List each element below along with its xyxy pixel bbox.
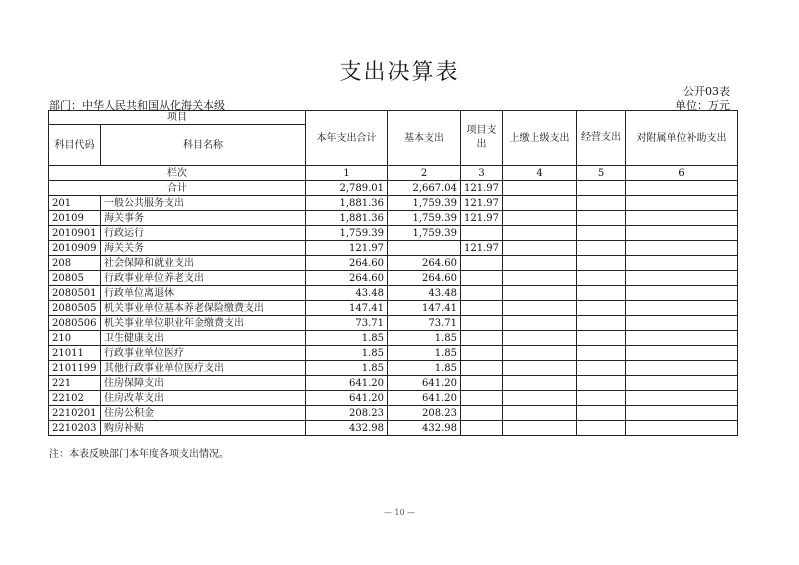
index-col: 1: [306, 166, 388, 181]
row-business: [577, 361, 626, 376]
row-basic: 1,759.39: [388, 226, 461, 241]
header-code: 科目代码: [49, 125, 101, 166]
department-label: 部门：中华人民共和国从化海关本级: [49, 99, 225, 112]
row-project: 121.97: [461, 211, 503, 226]
table-row: [49, 256, 738, 271]
row-basic: 641.20: [388, 376, 461, 391]
row-subsidy: [626, 301, 738, 316]
index-col: 3: [461, 166, 503, 181]
row-total: 1,881.36: [306, 196, 388, 211]
row-subsidy: [626, 421, 738, 436]
row-business: [577, 391, 626, 406]
row-basic: 264.60: [388, 256, 461, 271]
index-col: 2: [388, 166, 461, 181]
header-subsidy: 对附属单位补助支出: [626, 111, 738, 166]
table-note: 注：本表反映部门本年度各项支出情况。: [49, 449, 229, 460]
row-project: [461, 346, 503, 361]
header-name: 科目名称: [101, 125, 306, 166]
row-project: [461, 361, 503, 376]
row-upper: [503, 226, 577, 241]
row-subsidy: [626, 346, 738, 361]
row-total: 208.23: [306, 406, 388, 421]
row-business: [577, 256, 626, 271]
row-name: 购房补贴: [101, 421, 306, 436]
row-code: 208: [49, 256, 101, 271]
row-subsidy: [626, 271, 738, 286]
expenditure-table: [48, 110, 738, 436]
row-total: 121.97: [306, 241, 388, 256]
row-code: 2010909: [49, 241, 101, 256]
row-upper: [503, 376, 577, 391]
row-subsidy: [626, 211, 738, 226]
row-basic: 1,759.39: [388, 211, 461, 226]
total-label: 合计: [49, 181, 306, 196]
row-code: 2080501: [49, 286, 101, 301]
row-total: 1.85: [306, 361, 388, 376]
row-name: 其他行政事业单位医疗支出: [101, 361, 306, 376]
row-business: [577, 211, 626, 226]
row-business: [577, 406, 626, 421]
table-row: [49, 331, 738, 346]
row-name: 机关事业单位基本养老保险缴费支出: [101, 301, 306, 316]
row-subsidy: [626, 361, 738, 376]
row-project: 121.97: [461, 196, 503, 211]
row-project: [461, 376, 503, 391]
header-basic: 基本支出: [388, 111, 461, 166]
row-subsidy: [626, 391, 738, 406]
row-upper: [503, 211, 577, 226]
row-project: [461, 406, 503, 421]
header-total: 本年支出合计: [306, 111, 388, 166]
row-project: [461, 391, 503, 406]
row-basic: [388, 241, 461, 256]
table-row: [49, 301, 738, 316]
row-subsidy: [626, 316, 738, 331]
row-project: [461, 301, 503, 316]
row-total: 1,881.36: [306, 211, 388, 226]
row-upper: [503, 241, 577, 256]
row-project: [461, 286, 503, 301]
page-number: — 10 —: [383, 508, 416, 517]
table-row: [49, 241, 738, 256]
row-code: 21011: [49, 346, 101, 361]
row-code: 2080506: [49, 316, 101, 331]
row-subsidy: [626, 256, 738, 271]
row-name: 机关事业单位职业年金缴费支出: [101, 316, 306, 331]
row-total: 147.41: [306, 301, 388, 316]
total-business: [577, 181, 626, 196]
row-subsidy: [626, 286, 738, 301]
row-total: 641.20: [306, 391, 388, 406]
row-upper: [503, 316, 577, 331]
row-business: [577, 196, 626, 211]
row-name: 住房公积金: [101, 406, 306, 421]
unit-label: 单位：万元: [675, 99, 730, 112]
row-basic: 43.48: [388, 286, 461, 301]
table-row: [49, 391, 738, 406]
row-basic: 432.98: [388, 421, 461, 436]
table-row: [49, 406, 738, 421]
row-basic: 1.85: [388, 346, 461, 361]
row-basic: 264.60: [388, 271, 461, 286]
row-upper: [503, 421, 577, 436]
header-project-expenditure: 项目支出: [461, 111, 503, 166]
row-project: [461, 316, 503, 331]
page-title: 支出决算表: [339, 60, 460, 85]
row-upper: [503, 271, 577, 286]
row-upper: [503, 406, 577, 421]
table-row: [49, 211, 738, 226]
row-project: [461, 421, 503, 436]
row-total: 641.20: [306, 376, 388, 391]
row-total: 1.85: [306, 346, 388, 361]
row-business: [577, 301, 626, 316]
row-total: 264.60: [306, 256, 388, 271]
row-upper: [503, 301, 577, 316]
row-basic: 147.41: [388, 301, 461, 316]
table-row: [49, 226, 738, 241]
total-upper: [503, 181, 577, 196]
header-business: 经营支出: [577, 111, 626, 166]
row-subsidy: [626, 406, 738, 421]
row-name: 行政运行: [101, 226, 306, 241]
row-name: 一般公共服务支出: [101, 196, 306, 211]
header-upper: 上缴上级支出: [503, 111, 577, 166]
row-upper: [503, 196, 577, 211]
index-col: 5: [577, 166, 626, 181]
row-business: [577, 271, 626, 286]
row-basic: 208.23: [388, 406, 461, 421]
row-project: 121.97: [461, 241, 503, 256]
row-business: [577, 241, 626, 256]
row-upper: [503, 256, 577, 271]
index-label: 栏次: [49, 166, 306, 181]
row-name: 行政单位离退休: [101, 286, 306, 301]
row-subsidy: [626, 331, 738, 346]
row-project: [461, 256, 503, 271]
row-upper: [503, 331, 577, 346]
row-code: 20109: [49, 211, 101, 226]
row-business: [577, 316, 626, 331]
row-subsidy: [626, 376, 738, 391]
row-code: 2010901: [49, 226, 101, 241]
table-row: [49, 421, 738, 436]
row-total: 1,759.39: [306, 226, 388, 241]
row-code: 2101199: [49, 361, 101, 376]
table-row: [49, 346, 738, 361]
row-project: [461, 226, 503, 241]
row-basic: 1,759.39: [388, 196, 461, 211]
row-code: 20805: [49, 271, 101, 286]
row-total: 264.60: [306, 271, 388, 286]
row-total: 43.48: [306, 286, 388, 301]
header-project: 项目: [49, 111, 306, 125]
total-row: [49, 181, 738, 196]
row-business: [577, 331, 626, 346]
row-basic: 73.71: [388, 316, 461, 331]
total-subsidy: [626, 181, 738, 196]
row-upper: [503, 391, 577, 406]
row-subsidy: [626, 226, 738, 241]
row-code: 201: [49, 196, 101, 211]
index-col: 4: [503, 166, 577, 181]
row-subsidy: [626, 241, 738, 256]
row-upper: [503, 346, 577, 361]
table-row: [49, 286, 738, 301]
row-name: 行政事业单位医疗: [101, 346, 306, 361]
row-project: [461, 331, 503, 346]
row-code: 221: [49, 376, 101, 391]
row-business: [577, 226, 626, 241]
form-code: 公开03表: [683, 85, 730, 98]
table-row: [49, 316, 738, 331]
table-row: [49, 376, 738, 391]
row-code: 2080505: [49, 301, 101, 316]
row-code: 2210203: [49, 421, 101, 436]
table-row: [49, 361, 738, 376]
row-name: 海关事务: [101, 211, 306, 226]
row-basic: 1.85: [388, 331, 461, 346]
table-row: [49, 271, 738, 286]
total-basic: 2,667.04: [388, 181, 461, 196]
row-name: 社会保障和就业支出: [101, 256, 306, 271]
row-business: [577, 346, 626, 361]
row-code: 2210201: [49, 406, 101, 421]
row-business: [577, 376, 626, 391]
row-code: 22102: [49, 391, 101, 406]
row-subsidy: [626, 196, 738, 211]
row-basic: 1.85: [388, 361, 461, 376]
row-name: 海关关务: [101, 241, 306, 256]
row-total: 432.98: [306, 421, 388, 436]
row-business: [577, 421, 626, 436]
row-business: [577, 286, 626, 301]
row-total: 1.85: [306, 331, 388, 346]
row-total: 73.71: [306, 316, 388, 331]
row-name: 住房改革支出: [101, 391, 306, 406]
row-basic: 641.20: [388, 391, 461, 406]
total-project: 121.97: [461, 181, 503, 196]
row-name: 住房保障支出: [101, 376, 306, 391]
row-code: 210: [49, 331, 101, 346]
row-name: 行政事业单位养老支出: [101, 271, 306, 286]
row-project: [461, 271, 503, 286]
index-col: 6: [626, 166, 738, 181]
row-upper: [503, 361, 577, 376]
table-row: [49, 196, 738, 211]
row-upper: [503, 286, 577, 301]
total-amount: 2,789.01: [306, 181, 388, 196]
row-name: 卫生健康支出: [101, 331, 306, 346]
